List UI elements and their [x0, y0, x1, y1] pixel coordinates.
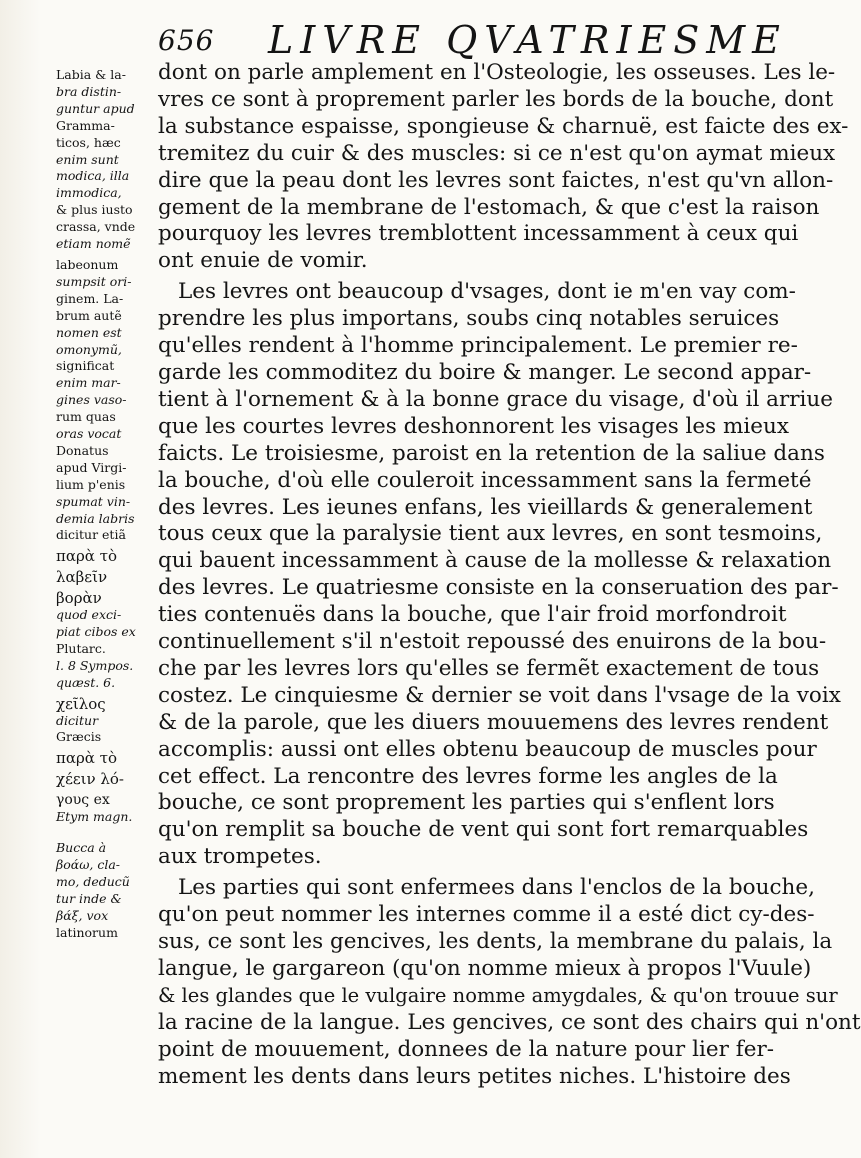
text-line: des levres. Le quatriesme consiste en la conseruation des par- [158, 575, 839, 601]
margin-note-line: demia labris [56, 510, 135, 526]
text-line: Les parties qui sont enfermees dans l'enclos de la bouche, [178, 875, 815, 901]
margin-note-line: oras vocat [56, 426, 122, 442]
margin-note-line: Etym magn. [56, 809, 133, 825]
text-line: ties contenuës dans la bouche, que l'air froid morfondroit [158, 602, 787, 628]
text-line: langue, le gargareon (qu'on nomme mieux à propos l'Vuule) [158, 955, 812, 981]
margin-note-line: omonymũ, [56, 341, 122, 357]
text-line: vres ce sont à proprement parler les bords de la bouche, dont [158, 86, 834, 112]
margin-note-line: Græcis [56, 729, 102, 745]
text-line: point de mouuement, donnees de la nature pour lier fer- [158, 1036, 774, 1062]
text-line: que les courtes levres deshonnorent les visages les mieux [158, 413, 789, 439]
text-line: qu'on remplit sa bouche de vent qui sont fort remarquables [158, 817, 809, 843]
margin-note-line: l. 8 Sympos. [56, 657, 134, 673]
margin-note-line: Bucca à [56, 839, 107, 855]
text-line: costez. Le cinquiesme & dernier se voit dans l'vsage de la voix [158, 682, 841, 708]
page-number: 656 [158, 24, 215, 57]
margin-note-line: rum quas [56, 409, 116, 425]
text-line: faicts. Le troisiesme, paroist en la retention de la saliue dans [158, 440, 825, 466]
margin-note-line: παρὰ τὸ [56, 749, 118, 768]
margin-note-line: Plutarc. [56, 640, 106, 656]
text-line: pourquoy les levres tremblottent incessamment à ceux qui [158, 221, 799, 247]
margin-note-line: Labia & la- [56, 67, 126, 82]
text-line: des levres. Les ieunes enfans, les vieillards & generalement [158, 494, 813, 520]
margin-note-line: ticos, hæc [56, 134, 121, 150]
text-line: qu'on peut nommer les internes comme il a esté dict cy-des- [158, 902, 815, 928]
text-line: tous ceux que la paralysie tient aux levres, en sont tesmoins, [158, 521, 823, 547]
margin-note-line: piat cibos ex [56, 624, 136, 639]
margin-note-line: βοάω, cla- [56, 856, 121, 872]
text-line: & de la parole, que les diuers mouuemens des levres rendent [158, 709, 829, 735]
margin-note-line: sumpsit ori- [56, 273, 132, 289]
margin-note-line: modica, illa [56, 168, 130, 184]
margin-note-line: enim mar- [56, 375, 121, 391]
margin-note-line: tur inde & [56, 890, 122, 906]
text-line: dont on parle amplement en l'Osteologie, les osseuses. Les le- [158, 60, 836, 85]
text-line: ont enuie de vomir. [158, 248, 368, 274]
text-line: dire que la peau dont les levres sont faictes, n'est qu'vn allon- [158, 167, 834, 193]
text-line: prendre les plus importans, soubs cinq notables seruices [158, 306, 780, 332]
margin-note-line: γους ex [56, 792, 110, 809]
margin-note-line: Donatus [56, 442, 109, 458]
text-line: qu'elles rendent à l'homme principalement. Le premier re- [158, 333, 798, 359]
margin-note-line: significat [56, 358, 115, 374]
margin-note-line: παρὰ τὸ [56, 547, 118, 566]
text-line: la bouche, d'où elle couleroit incessamment sans la fermeté [158, 467, 812, 493]
margin-note-line: spumat vin- [56, 493, 131, 509]
text-line: & les glandes que le vulgaire nomme amygdales, & qu'on trouue sur [158, 983, 838, 1007]
margin-notes [56, 67, 156, 941]
text-line: sus, ce sont les gencives, les dents, la membrane du palais, la [158, 929, 833, 954]
margin-note-line: etiam nomẽ [56, 236, 131, 252]
margin-note-line: immodica, [56, 185, 122, 201]
margin-note-line: guntur apud [56, 100, 135, 116]
margin-note-line: dicitur etiã [56, 527, 126, 543]
main-text [158, 60, 861, 1090]
margin-note-line: lium p'enis [56, 476, 126, 492]
text-line: tremitez du cuir & des muscles: si ce n'est qu'on aymat mieux [158, 140, 836, 166]
margin-note-line: crassa, vnde [56, 219, 136, 235]
text-line: aux trompetes. [158, 844, 322, 870]
text-line: la substance espaisse, spongieuse & charnuë, est faicte des ex- [158, 113, 849, 139]
margin-note-line: nomen est [56, 324, 122, 340]
text-line: mement les dents dans leurs petites niches. L'histoire des [158, 1063, 791, 1089]
text-line: garde les commoditez du boire & manger. Le second appar- [158, 359, 812, 385]
margin-note-line: dicitur [56, 712, 99, 728]
text-line: gement de la membrane de l'estomach, & que c'est la raison [158, 194, 820, 220]
text-line: che par les levres lors qu'elles se fermẽt exactement de tous [158, 655, 820, 681]
text-line: bouche, ce sont proprement les parties qui s'enflent lors [158, 790, 775, 816]
margin-note-line: bra distin- [56, 83, 122, 99]
margin-note-line: latinorum [56, 924, 118, 940]
margin-note-line: apud Virgi- [56, 459, 127, 475]
margin-note-line: χεῖλος [56, 694, 106, 713]
margin-note-line: ginem. La- [56, 290, 124, 306]
margin-note-line: βορὰν [56, 589, 102, 608]
margin-note-line: & plus iusto [56, 202, 133, 218]
margin-note-line: brum autẽ [56, 307, 122, 323]
margin-note-line: χέειν λό- [56, 770, 125, 789]
running-header [0, 14, 800, 64]
text-line: la racine de la langue. Les gencives, ce sont des chairs qui n'ont [158, 1009, 861, 1035]
margin-note-line: enim sunt [56, 151, 119, 167]
text-line: accomplis: aussi ont elles obtenu beaucoup de muscles pour [158, 736, 817, 762]
text-line: qui bauent incessamment à cause de la mollesse & relaxation [158, 548, 832, 574]
text-line: continuellement s'il n'estoit repoussé des enuirons de la bou- [158, 629, 827, 655]
margin-note-line: quod exci- [56, 607, 122, 623]
margin-note-line: labeonum [56, 256, 119, 272]
margin-note-line: gines vaso- [56, 392, 127, 408]
margin-note-line: βάξ, vox [56, 907, 109, 923]
page-gutter-shadow [0, 0, 40, 1158]
margin-note-line: quæst. 6. [56, 674, 116, 690]
running-title: LIVRE QVATRIESME [268, 18, 787, 62]
margin-note-line: mo, deducũ [56, 873, 130, 889]
margin-note-line: λαβεῖν [56, 568, 108, 587]
text-line: cet effect. La rencontre des levres forme les angles de la [158, 763, 778, 789]
text-line: Les levres ont beaucoup d'vsages, dont ie m'en vay com- [178, 279, 796, 305]
margin-note-line: Gramma- [56, 117, 115, 133]
text-line: tient à l'ornement & à la bonne grace du visage, d'où il arriue [158, 386, 833, 412]
